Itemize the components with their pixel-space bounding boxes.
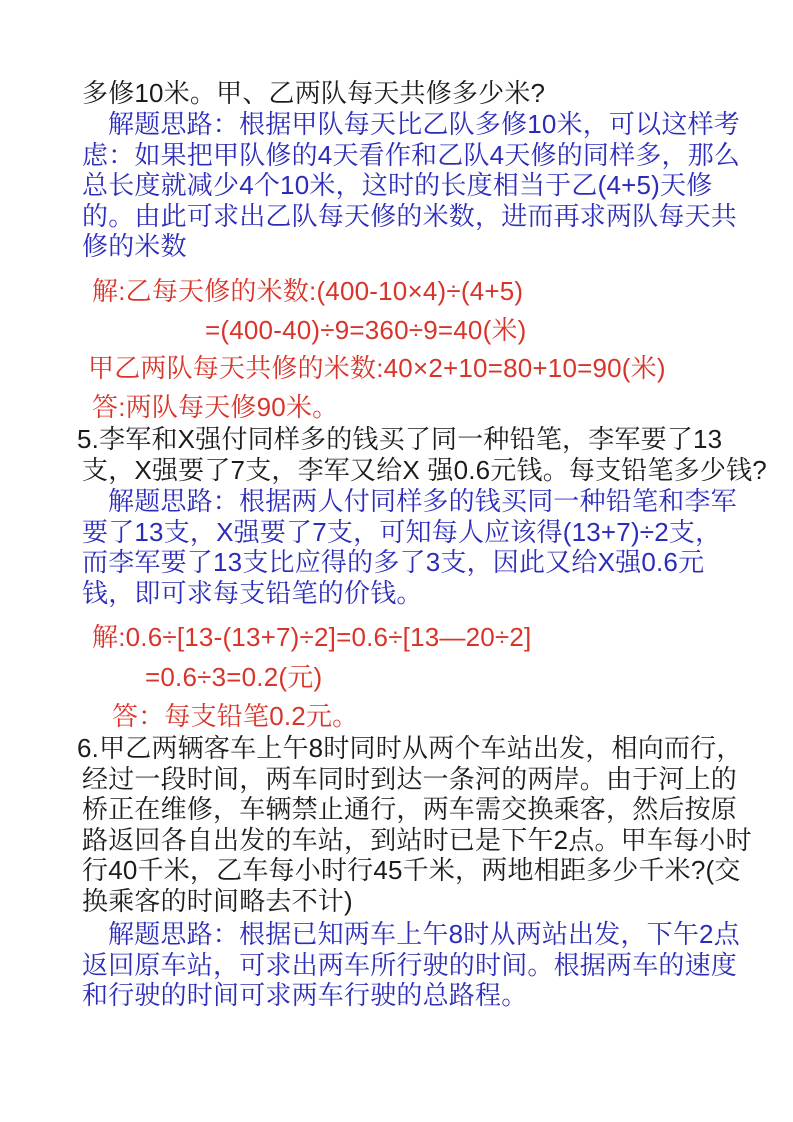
solution-step: =(400-40)÷9=360÷9=40(米) xyxy=(205,314,527,345)
answer-line: 答:两队每天修90米。 xyxy=(92,391,339,422)
text-line: 换乘客的时间略去不计) xyxy=(82,885,353,916)
problem-4-question-tail xyxy=(82,78,742,109)
text-line: 多修10米。甲、乙两队每天共修多少米? xyxy=(82,78,546,108)
solution-step: =0.6÷3=0.2(元) xyxy=(145,661,323,692)
hint-paragraph-problem-5 xyxy=(82,486,742,608)
text-line: 和行驶的时间可求两车行驶的总路程。 xyxy=(82,980,528,1011)
text-line: 解题思路：根据甲队每天比乙队多修10米，可以这样考 xyxy=(108,109,740,139)
text-line: 5.李军和X强付同样多的钱买了同一种铅笔，李军要了13 xyxy=(77,424,723,454)
text-line: 解题思路：根据已知两车上午8时从两站出发，下午2点 xyxy=(108,919,740,949)
text-line: 返回原车站，可求出两车所行驶的时间。根据两车的速度 xyxy=(82,949,738,980)
hint-paragraph-problem-6 xyxy=(82,919,742,1011)
solution-problem-4 xyxy=(82,272,742,426)
problem-6-statement xyxy=(77,733,752,917)
text-line: 解题思路：根据两人付同样多的钱买同一种铅笔和李军 xyxy=(108,486,737,516)
problem-5-statement xyxy=(77,424,767,485)
answer-line: 答：每支铅笔0.2元。 xyxy=(112,701,359,732)
solution-problem-5 xyxy=(82,618,742,737)
text-line: 6.甲乙两辆客车上午8时同时从两个车站出发，相向而行， xyxy=(77,733,743,763)
text-line: 而李军要了13支比应得的多了3支，因此又给X强0.6元 xyxy=(82,547,705,578)
text-line: 支，X强要了7支，李军又给X 强0.6元钱。每支铅笔多少钱? xyxy=(82,454,767,485)
text-line: 要了13支，X强要了7支，可知每人应该得(13+7)÷2支， xyxy=(82,516,722,547)
solution-step: 解:乙每天修的米数:(400-10×4)÷(4+5) xyxy=(92,276,524,306)
text-line: 总长度就减少4个10米，这时的长度相当于乙(4+5)天修 xyxy=(82,170,713,201)
solution-step: 解:0.6÷[13-(13+7)÷2]=0.6÷[13—20÷2] xyxy=(92,622,532,652)
text-line: 钱，即可求每支铅笔的价钱。 xyxy=(82,577,423,608)
text-line: 经过一段时间，两车同时到达一条河的两岸。由于河上的 xyxy=(82,763,738,794)
text-line: 虑：如果把甲队修的4天看作和乙队4天修的同样多，那么 xyxy=(82,139,741,170)
solution-step: 甲乙两队每天共修的米数:40×2+10=80+10=90(米) xyxy=(88,353,666,384)
text-line: 路返回各自出发的车站，到站时已是下午2点。甲车每小时 xyxy=(82,824,752,855)
hint-paragraph-problem-4 xyxy=(82,109,742,262)
text-line: 修的米数 xyxy=(82,231,187,262)
text-line: 桥正在维修，车辆禁止通行，两车需交换乘客，然后按原 xyxy=(82,794,738,825)
text-line: 行40千米，乙车每小时行45千米，两地相距多少千米?(交 xyxy=(82,855,741,886)
text-line: 的。由此可求出乙队每天修的米数，进而再求两队每天共 xyxy=(82,200,738,231)
